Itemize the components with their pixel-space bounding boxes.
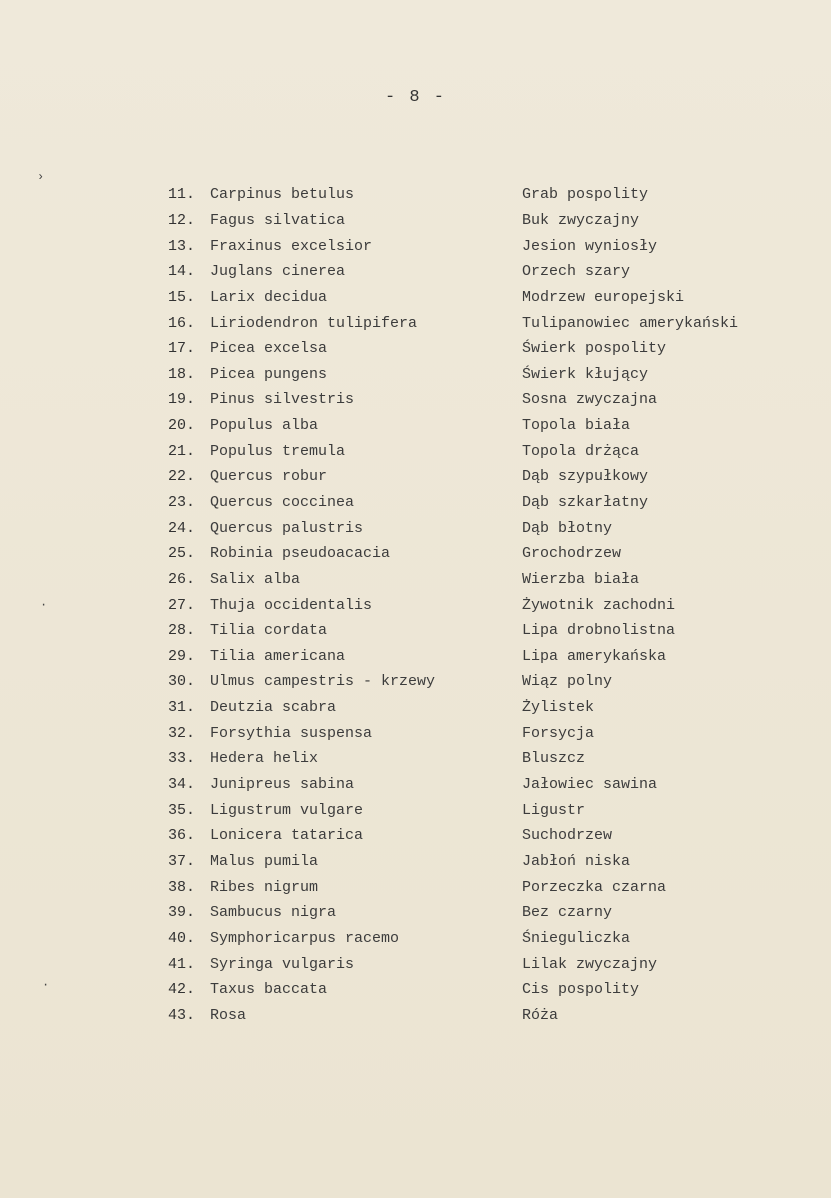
latin-name: Pinus silvestris <box>210 391 355 409</box>
species-number: 32. <box>168 724 196 742</box>
latin-name: Picea pungens <box>210 365 328 383</box>
species-row <box>168 490 808 516</box>
species-number: 30. <box>168 673 196 691</box>
polish-name: Cis pospolity <box>522 981 640 999</box>
species-number: 31. <box>168 699 196 717</box>
polish-name: Grochodrzew <box>522 545 622 563</box>
species-row <box>168 438 808 464</box>
species-row <box>168 797 808 823</box>
polish-name: Śnieguliczka <box>522 929 631 947</box>
species-row <box>168 1003 808 1029</box>
species-number: 14. <box>168 263 196 281</box>
latin-name: Syringa vulgaris <box>210 955 355 973</box>
latin-name: Carpinus betulus <box>210 186 355 204</box>
latin-name: Deutzia scabra <box>210 699 337 717</box>
polish-name: Sosna zwyczajna <box>522 391 658 409</box>
species-row <box>168 208 808 234</box>
latin-name: Junipreus sabina <box>210 776 355 794</box>
species-row <box>168 669 808 695</box>
species-row <box>168 746 808 772</box>
latin-name: Larix decidua <box>210 288 328 306</box>
species-number: 13. <box>168 237 196 255</box>
polish-name: Dąb szypułkowy <box>522 468 649 486</box>
latin-name: Rosa <box>210 1006 247 1024</box>
species-number: 12. <box>168 211 196 229</box>
polish-name: Róża <box>522 1006 559 1024</box>
polish-name: Lilak zwyczajny <box>522 955 658 973</box>
species-row <box>168 977 808 1003</box>
latin-name: Forsythia suspensa <box>210 724 373 742</box>
polish-name: Jesion wyniosły <box>522 237 658 255</box>
species-row <box>168 695 808 721</box>
polish-name: Jałowiec sawina <box>522 776 658 794</box>
latin-name: Ribes nigrum <box>210 878 319 896</box>
polish-name: Grab pospolity <box>522 186 649 204</box>
species-row <box>168 515 808 541</box>
species-number: 34. <box>168 776 196 794</box>
latin-name: Robinia pseudoacacia <box>210 545 391 563</box>
species-row <box>168 823 808 849</box>
polish-name: Bluszcz <box>522 750 586 768</box>
latin-name: Populus tremula <box>210 442 346 460</box>
species-row <box>168 720 808 746</box>
latin-name: Symphoricarpus racemo <box>210 929 400 947</box>
page-number: - 8 - <box>384 88 446 107</box>
species-row <box>168 361 808 387</box>
latin-name: Taxus baccata <box>210 981 328 999</box>
species-number: 27. <box>168 596 196 614</box>
species-row <box>168 644 808 670</box>
polish-name: Wiąz polny <box>522 673 613 691</box>
polish-name: Lipa drobnolistna <box>522 622 676 640</box>
latin-name: Tilia cordata <box>210 622 328 640</box>
species-row <box>168 413 808 439</box>
polish-name: Suchodrzew <box>522 827 613 845</box>
polish-name: Ligustr <box>522 801 586 819</box>
polish-name: Dąb błotny <box>522 519 613 537</box>
species-number: 25. <box>168 545 196 563</box>
latin-name: Salix alba <box>210 570 301 588</box>
species-number: 42. <box>168 981 196 999</box>
species-row <box>168 567 808 593</box>
species-number: 37. <box>168 852 196 870</box>
species-number: 28. <box>168 622 196 640</box>
latin-name: Picea excelsa <box>210 340 328 358</box>
species-row <box>168 259 808 285</box>
latin-name: Juglans cinerea <box>210 263 346 281</box>
species-number: 19. <box>168 391 196 409</box>
latin-name: Lonicera tatarica <box>210 827 364 845</box>
species-number: 29. <box>168 647 196 665</box>
species-number: 35. <box>168 801 196 819</box>
latin-name: Fagus silvatica <box>210 211 346 229</box>
polish-name: Topola drżąca <box>522 442 640 460</box>
species-row <box>168 900 808 926</box>
species-number: 26. <box>168 570 196 588</box>
latin-name: Fraxinus excelsior <box>210 237 373 255</box>
species-row <box>168 285 808 311</box>
latin-name: Tilia americana <box>210 647 346 665</box>
species-number: 22. <box>168 468 196 486</box>
polish-name: Świerk pospolity <box>522 340 667 358</box>
margin-mark: · <box>42 978 50 992</box>
latin-name: Ligustrum vulgare <box>210 801 364 819</box>
polish-name: Dąb szkarłatny <box>522 494 649 511</box>
species-number: 24. <box>168 519 196 537</box>
polish-name: Bez czarny <box>522 904 613 922</box>
margin-mark: › <box>37 170 45 184</box>
species-number: 15. <box>168 288 196 306</box>
species-number: 41. <box>168 955 196 973</box>
species-row <box>168 310 808 336</box>
latin-name: Thuja occidentalis <box>210 596 373 614</box>
species-row <box>168 182 808 208</box>
species-number: 16. <box>168 314 196 332</box>
margin-mark: · <box>40 598 48 612</box>
species-number: 36. <box>168 827 196 845</box>
species-number: 38. <box>168 878 196 896</box>
latin-name: Quercus coccinea <box>210 494 355 511</box>
latin-name: Populus alba <box>210 417 319 435</box>
polish-name: Buk zwyczajny <box>522 211 640 229</box>
species-row <box>168 336 808 362</box>
species-number: 18. <box>168 365 196 383</box>
latin-name: Quercus robur <box>210 468 328 486</box>
species-number: 21. <box>168 442 196 460</box>
latin-name: Quercus palustris <box>210 519 364 537</box>
species-row <box>168 951 808 977</box>
polish-name: Lipa amerykańska <box>522 647 667 665</box>
polish-name: Forsycja <box>522 724 595 742</box>
species-number: 40. <box>168 929 196 947</box>
polish-name: Żylistek <box>522 699 595 717</box>
species-number: 39. <box>168 904 196 922</box>
latin-name: Sambucus nigra <box>210 904 337 922</box>
polish-name: Wierzba biała <box>522 570 640 588</box>
species-row <box>168 926 808 952</box>
polish-name: Jabłoń niska <box>522 852 631 870</box>
species-row <box>168 849 808 875</box>
latin-name: Malus pumila <box>210 852 319 870</box>
species-row <box>168 618 808 644</box>
species-list <box>168 182 808 1028</box>
species-row <box>168 874 808 900</box>
species-row <box>168 772 808 798</box>
species-row <box>168 541 808 567</box>
polish-name: Topola biała <box>522 417 631 435</box>
species-row <box>168 233 808 259</box>
species-row <box>168 387 808 413</box>
polish-name: Tulipanowiec amerykański <box>522 314 739 332</box>
polish-name: Modrzew europejski <box>522 288 685 306</box>
polish-name: Żywotnik zachodni <box>522 596 676 614</box>
polish-name: Porzeczka czarna <box>522 878 667 896</box>
latin-name: Ulmus campestris - krzewy <box>210 673 436 691</box>
polish-name: Orzech szary <box>522 263 631 281</box>
species-number: 17. <box>168 340 196 358</box>
species-number: 43. <box>168 1006 196 1024</box>
latin-name: Liriodendron tulipifera <box>210 314 418 332</box>
species-row <box>168 464 808 490</box>
polish-name: Świerk kłujący <box>522 365 649 383</box>
species-number: 20. <box>168 417 196 435</box>
latin-name: Hedera helix <box>210 750 319 768</box>
species-number: 11. <box>168 186 196 204</box>
species-number: 33. <box>168 750 196 768</box>
species-row <box>168 592 808 618</box>
species-number: 23. <box>168 494 196 511</box>
